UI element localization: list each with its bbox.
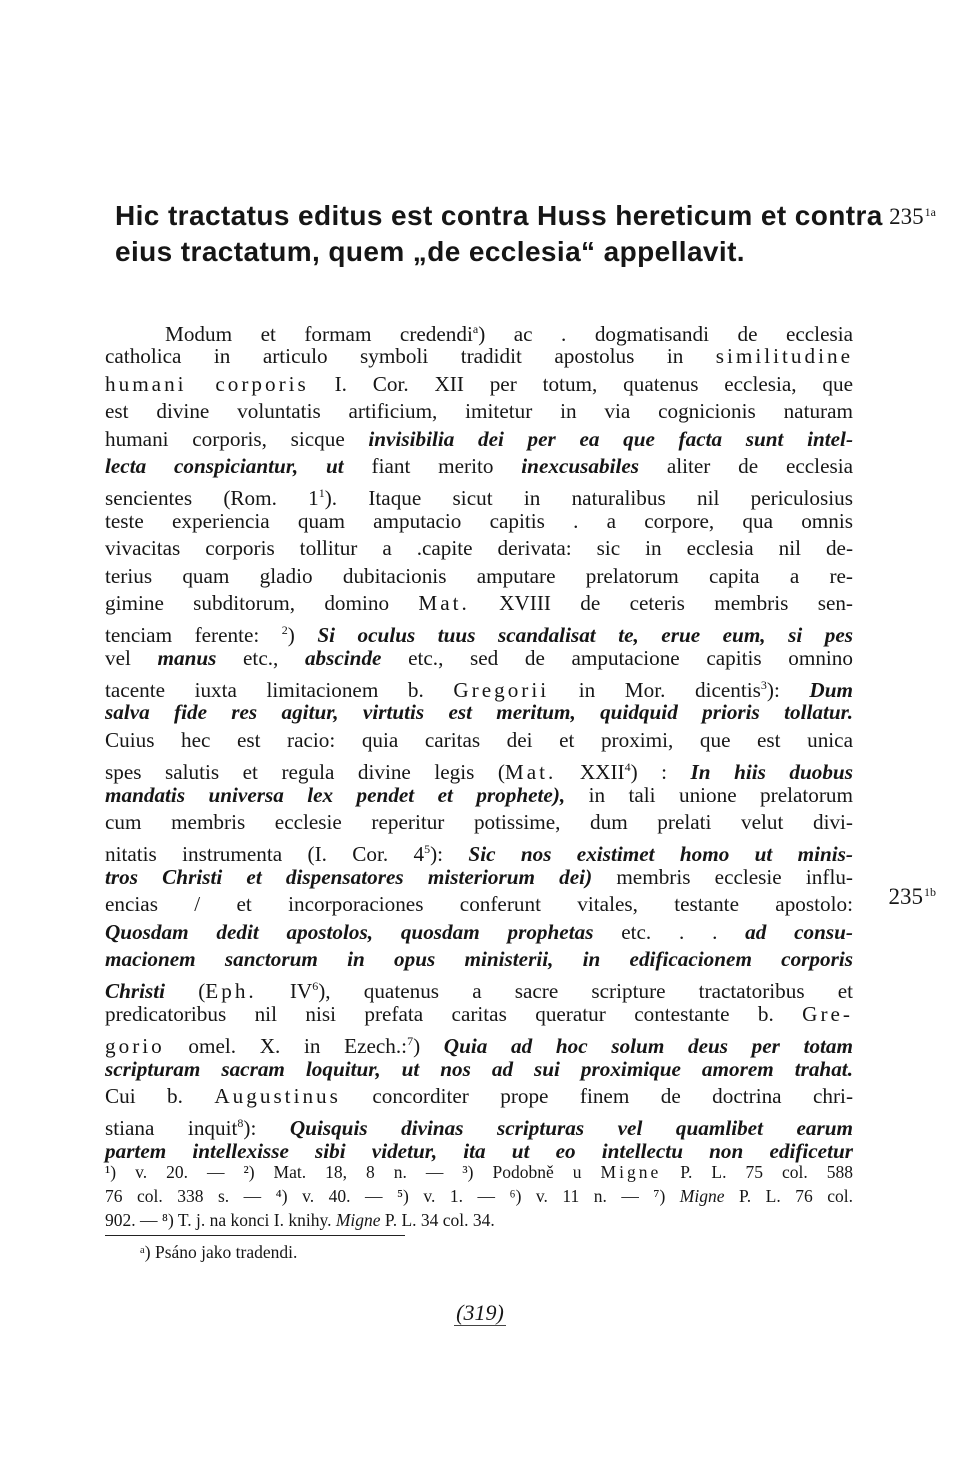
text-line: est divine voluntatis artificium, imitetur in via cognicionis naturam [105, 399, 853, 424]
text-line: lecta conspiciantur, ut fiant merito inexcusabiles aliter de ecclesia [105, 453, 854, 478]
footnote-line: ¹) v. 20. — ²) Mat. 18, 8 n. — ³) Podobně u Migne P. L. 75 col. 588 [105, 1162, 853, 1182]
footnotes [105, 1160, 853, 1232]
text-line: partem intellexisse sibi videtur, ita ut eo intellectu non edificetur [105, 1138, 853, 1163]
text-line: vivacitas corporis tollitur a .capite derivata: sic in ecclesia nil de- [105, 536, 853, 561]
text-line: Quosdam dedit apostolos, quosdam prophetas etc. . . ad consu- [105, 919, 853, 944]
margin-reference-1a: $235^{1a}$ [889, 204, 936, 229]
text-line: terius quam gladio dubitacionis amputare prelatorum capita a re- [105, 563, 853, 588]
text-line: mandatis universa lex pendet et prophete), in tali unione prelatorum [105, 782, 854, 807]
text-line: cum membris ecclesie reperitur potissime, dum prelati velut divi- [105, 810, 853, 835]
heading-line-2: eius tractatum, quem „de ecclesia“ appellavit. [115, 236, 745, 267]
text-line: tenciam ferente: $^2$) Si oculus tuus scandalisat te, erue eum, si pes [105, 623, 854, 648]
text-line: sencientes (Rom. $1^1$). Itaque sicut in naturalibus nil periculosius [105, 486, 853, 511]
text-line: Christi (Eph. $IV^6$), quatenus a sacre scripture tractatoribus et [105, 979, 853, 1004]
footnote-divider [105, 1235, 405, 1236]
text-line: vel manus etc., abscinde etc., sed de amputacione capitis omnino [105, 645, 853, 670]
text-line: tacente iuxta limitacionem b. Gregorii in Mor. dicentis$^3$): Dum [105, 678, 853, 703]
text-line: Modum et formam credendi$^a$) ac . dogmatisandi de ecclesia [165, 322, 854, 346]
text-line: humani corporis, sicque invisibilia dei per ea que facta sunt intel- [105, 426, 853, 451]
text-line: nitatis instrumenta (I. Cor. $4^5$): Sic nos existimet homo ut minis- [105, 842, 853, 867]
text-line: Cuius hec est racio: quia caritas dei et proximi, que est unica [105, 727, 853, 752]
footnote-line: 76 col. 338 s. — ⁴) v. 40. — ⁵) v. 1. — ⁶) v. 11 n. — ⁷) Migne P. L. 76 col. [105, 1186, 853, 1206]
text-line: stiana inquit$^8$): Quisquis divinas scripturas vel quamlibet earum [105, 1116, 853, 1141]
textual-note: ᵃ) Psáno jako tradendi. [140, 1242, 298, 1262]
text-line: Cui b. Augustinus concorditer prope finem de doctrina chri- [105, 1083, 853, 1108]
text-line: predicatoribus nil nisi prefata caritas queratur contestante b. Gre- [105, 1001, 853, 1026]
text-line: salva fide res agitur, virtutis est meritum, quidquid prioris tollatur. [105, 700, 853, 725]
text-line: tros Christi et dispensatores misteriorum dei) membris ecclesie influ- [105, 864, 853, 889]
text-line: spes salutis et regula divine legis (Mat. XXII$^4$) : In hiis duobus [105, 760, 853, 785]
text-line: teste experiencia quam amputacio capitis . a corpore, qua omnis [105, 508, 853, 533]
text-line: encias / et incorporaciones conferunt vitales, testante apostolo: [105, 892, 853, 917]
text-line: catholica in articulo symboli tradidit apostolus in similitudine [105, 344, 853, 369]
text-line: gimine subditorum, domino Mat. XVIII de ceteris membris sen- [105, 590, 853, 615]
text-line: gorio omel. X. in Ezech.:$^7$) Quia ad hoc solum deus per totam [105, 1034, 854, 1059]
text-line: scripturam sacram loquitur, ut nos ad sui proximique amorem trahat. [105, 1056, 853, 1081]
text-line: humani corporis I. Cor. XII per totum, quatenus ecclesia, que [105, 371, 853, 396]
margin-reference-1b: $235^{1b}$ [888, 884, 936, 909]
heading-line-1: Hic tractatus editus est contra Huss hereticum et contra [115, 200, 883, 231]
footnote-line: 902. — ⁸) T. j. na konci I. knihy. Migne P. L. 34 col. 34. [105, 1210, 495, 1230]
text-line: macionem sanctorum in opus ministerii, in edificacionem corporis [105, 946, 853, 971]
page-number: (319) [456, 1300, 504, 1325]
main-text [105, 316, 853, 1165]
